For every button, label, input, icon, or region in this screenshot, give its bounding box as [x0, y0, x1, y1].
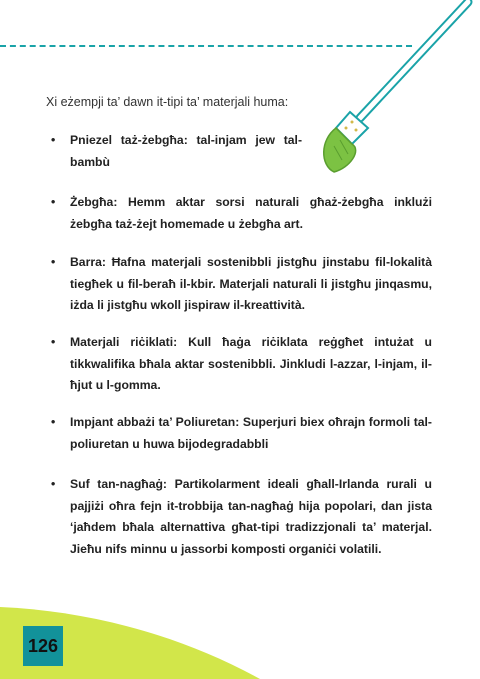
list-item: [52, 252, 432, 317]
list-item-text: Barra: Ħafna materjali sostenibbli jistgħu jinstabu fil-lokalità tiegħek u fil-beraħ il-kbir. Materjali naturali li jistgħu jinqasmu, iżda li jistgħu wkoll jispiraw il-kreattività.: [70, 255, 432, 312]
list-item: [52, 130, 302, 173]
list-item: [52, 332, 432, 397]
list-item-text: Żebgħa: Hemm aktar sorsi naturali għaż-żebgħa inklużi żebgħa taż-żejt homemade u żebgħa art.: [70, 195, 432, 231]
list-item-text: Materjali riċiklati: Kull ħaġa riċiklata reġgħet intużat u tikkwalifika bħala aktar sostenibbli. Jinkludi l-azzar, l-injam, il-ħjut u l-gomma.: [70, 335, 432, 392]
intro-text: Xi eżempji ta’ dawn it-tipi ta’ materjali huma:: [46, 95, 289, 109]
list-item-text: Suf tan-nagħaġ: Partikolarment ideali għall-Irlanda rurali u pajjiżi oħra fejn it-trobbija tan-nagħaġ hija popolari, dan jista ‘jaħdem bħala alternattiva għat-tipi tradizzjonali ta’ materjal. Jieħu nifs minnu u jassorbi komposti organiċi volatili.: [70, 477, 432, 556]
bullet-icon: •: [51, 415, 56, 429]
bullet-icon: •: [51, 335, 56, 349]
bullet-icon: •: [51, 195, 56, 209]
paintbrush-icon: [290, 0, 480, 180]
list-item-text: Impjant abbażi ta’ Poliuretan: Superjuri biex oħrajn formoli tal-poliuretan u huwa bijodegradabbli: [70, 415, 432, 451]
list-item: [52, 192, 432, 235]
list-item-text: Pniezel taż-żebgħa: tal-injam jew tal-bambù: [70, 133, 302, 169]
bullet-icon: •: [51, 255, 56, 269]
list-item: [52, 474, 432, 560]
list-item: [52, 412, 432, 455]
bullet-icon: •: [51, 133, 56, 147]
bullet-icon: •: [51, 477, 56, 491]
page-number: 126: [23, 626, 63, 666]
